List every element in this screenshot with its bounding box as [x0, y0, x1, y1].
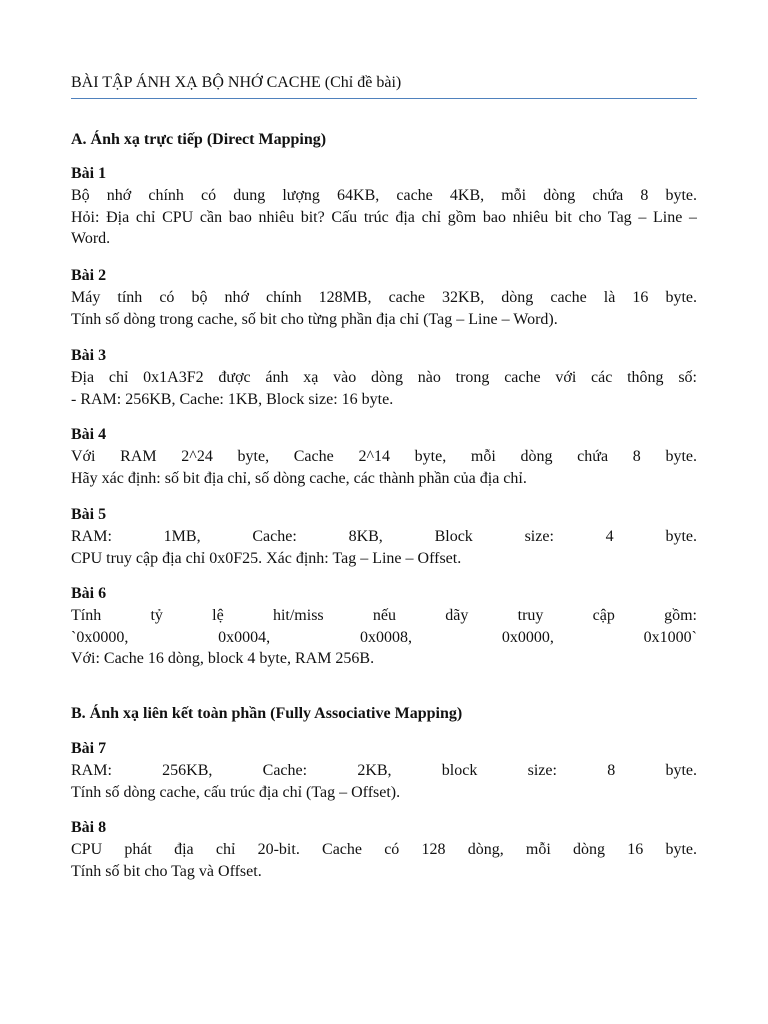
exercise-text-line: Bộ nhớ chính có dung lượng 64KB, cache 4KB, mỗi dòng chứa 8 byte.	[71, 187, 697, 204]
document-title: BÀI TẬP ÁNH XẠ BỘ NHỚ CACHE (Chỉ đề bài)	[71, 74, 402, 91]
title-underline-rule	[71, 98, 697, 99]
exercise-8	[71, 818, 697, 882]
exercise-2	[71, 266, 697, 330]
exercise-text-line: Với RAM 2^24 byte, Cache 2^14 byte, mỗi dòng chứa 8 byte.	[71, 448, 697, 465]
exercise-text-line: Với: Cache 16 dòng, block 4 byte, RAM 256B.	[71, 650, 375, 667]
exercise-title: Bài 1	[71, 165, 107, 182]
exercise-title: Bài 4	[71, 426, 107, 443]
exercise-text-line: RAM: 1MB, Cache: 8KB, Block size: 4 byte.	[71, 528, 697, 545]
exercise-text-line: Tính số dòng trong cache, số bit cho từng phần địa chỉ (Tag – Line – Word).	[71, 310, 558, 328]
exercise-text-line: Tính số dòng cache, cấu trúc địa chỉ (Tag – Offset).	[71, 783, 401, 801]
exercise-title: Bài 7	[71, 740, 107, 757]
exercise-text-line: Hỏi: Địa chỉ CPU cần bao nhiêu bit? Cấu trúc địa chỉ gồm bao nhiêu bit cho Tag – Line –	[71, 208, 697, 226]
exercise-5	[71, 505, 697, 569]
exercise-text-line: `0x0000, 0x0004, 0x0008, 0x0000, 0x1000`	[71, 628, 697, 646]
exercise-title: Bài 6	[71, 585, 107, 602]
exercise-title: Bài 8	[71, 819, 107, 836]
exercise-text-line: Tính số bit cho Tag và Offset.	[71, 862, 262, 880]
exercise-6	[71, 584, 697, 670]
exercise-title: Bài 3	[71, 347, 107, 364]
exercise-text-line: - RAM: 256KB, Cache: 1KB, Block size: 16 byte.	[71, 390, 394, 408]
exercise-text-line: CPU truy cập địa chỉ 0x0F25. Xác định: Tag – Line – Offset.	[71, 549, 462, 567]
section-heading-fully-associative-mapping: B. Ánh xạ liên kết toàn phần (Fully Associative Mapping)	[71, 705, 463, 722]
exercise-text-line: Địa chỉ 0x1A3F2 được ánh xạ vào dòng nào trong cache với các thông số:	[71, 369, 697, 386]
exercise-text-line: Máy tính có bộ nhớ chính 128MB, cache 32KB, dòng cache là 16 byte.	[71, 289, 697, 306]
exercise-title: Bài 2	[71, 267, 107, 284]
exercise-7	[71, 739, 697, 803]
exercise-1	[71, 164, 697, 250]
exercise-text-line: Word.	[71, 230, 111, 247]
exercise-text-line: Hãy xác định: số bit địa chỉ, số dòng cache, các thành phần của địa chỉ.	[71, 469, 527, 487]
exercise-title: Bài 5	[71, 506, 107, 523]
exercise-text-line: RAM: 256KB, Cache: 2KB, block size: 8 byte.	[71, 762, 697, 779]
exercise-text-line: CPU phát địa chỉ 20-bit. Cache có 128 dòng, mỗi dòng 16 byte.	[71, 841, 697, 858]
exercise-3	[71, 346, 697, 410]
section-heading-direct-mapping: A. Ánh xạ trực tiếp (Direct Mapping)	[71, 131, 327, 148]
exercise-text-line: Tính tỷ lệ hit/miss nếu dãy truy cập gồm:	[71, 607, 697, 624]
exercise-4	[71, 425, 697, 489]
